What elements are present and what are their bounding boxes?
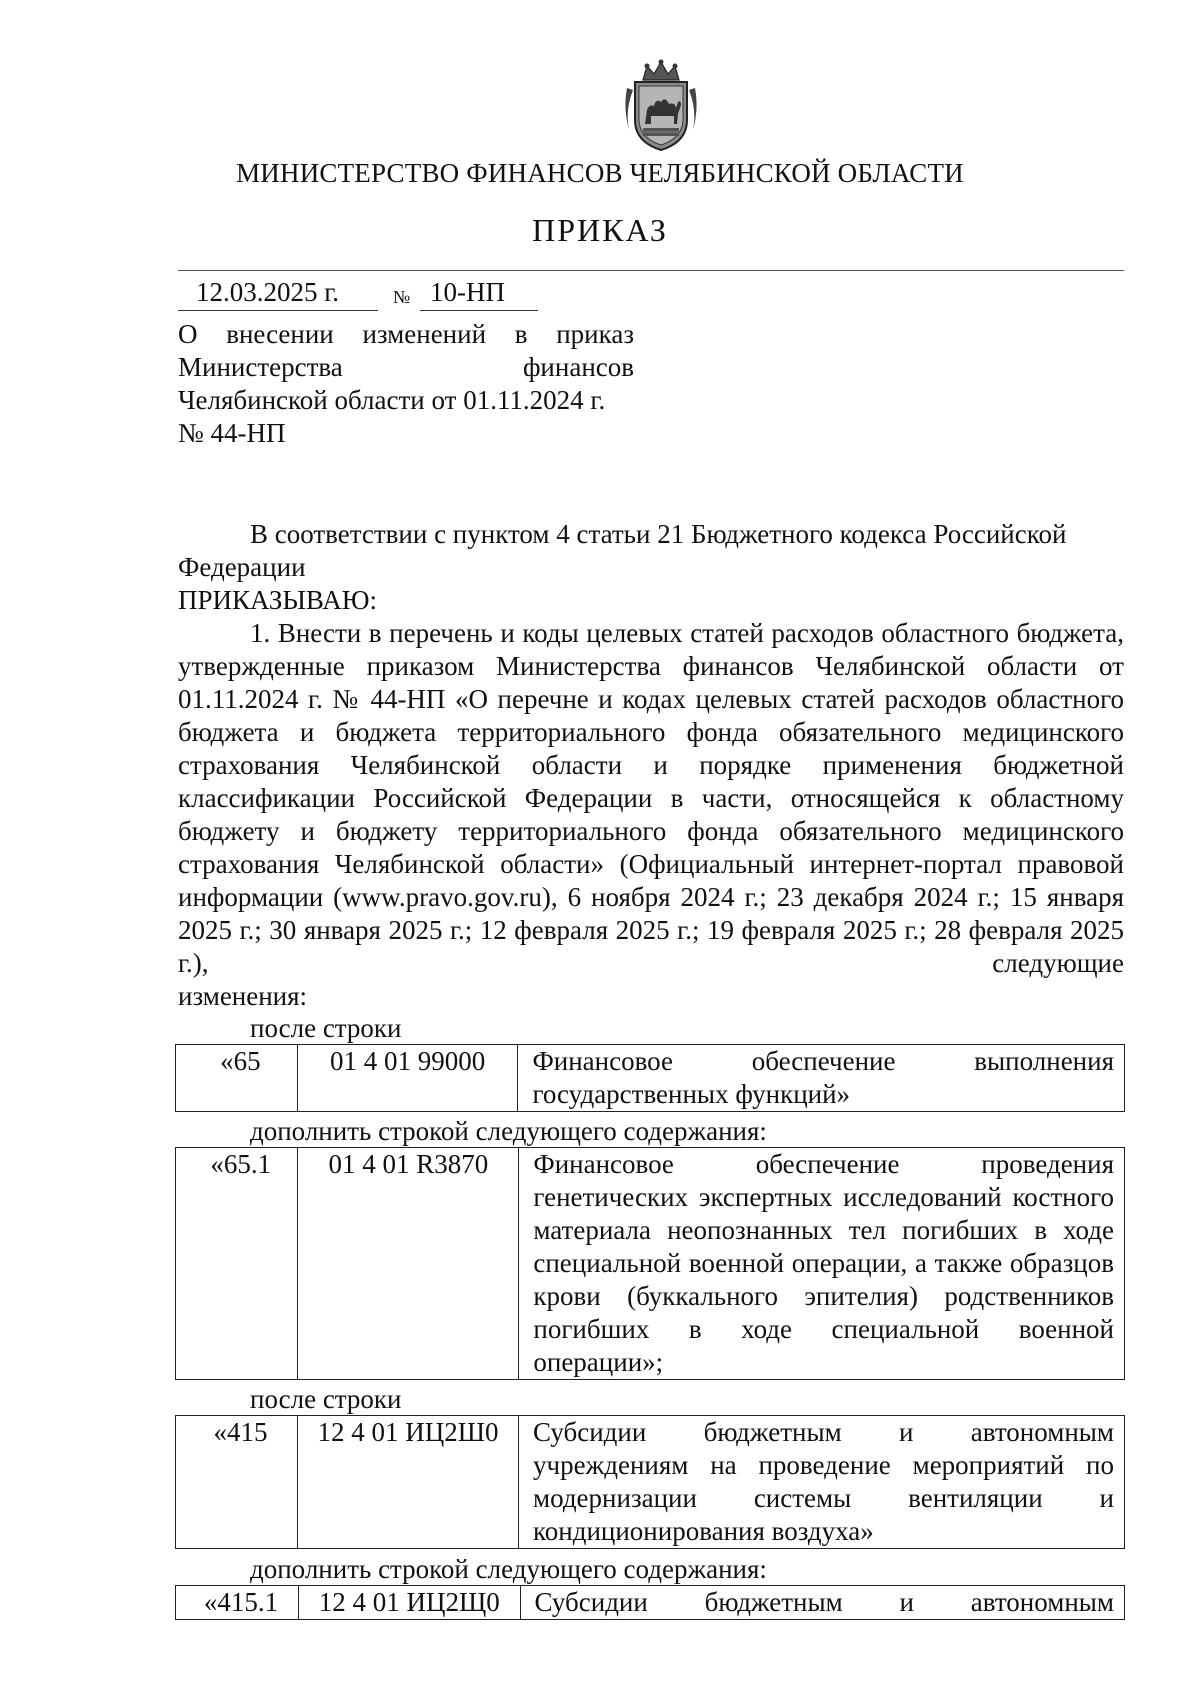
preamble bbox=[178, 518, 1124, 551]
amendment-label: дополнить строкой следующего содержания: bbox=[250, 1554, 767, 1584]
amendment-label: дополнить строкой следующего содержания: bbox=[250, 1116, 767, 1146]
subject-line: Челябинской области от 01.11.2024 г. bbox=[178, 385, 606, 415]
table-row bbox=[176, 1586, 1125, 1620]
row-code: 01 4 01 99000 bbox=[297, 1045, 518, 1112]
row-number: «415 bbox=[176, 1416, 298, 1549]
date-underline bbox=[178, 310, 378, 311]
budget-row-table bbox=[175, 1147, 1125, 1380]
number-sign: № bbox=[393, 287, 411, 307]
coat-of-arms-icon bbox=[621, 58, 701, 154]
number-underline bbox=[420, 310, 538, 311]
order-number: 10-НП bbox=[430, 277, 505, 307]
row-code: 12 4 01 ИЦ2Ш0 bbox=[297, 1416, 518, 1549]
row-number: «65 bbox=[176, 1045, 298, 1112]
table-row bbox=[176, 1416, 1125, 1549]
budget-row-table bbox=[175, 1585, 1125, 1620]
row-description: Финансовое обеспечение проведения генетических экспертных исследований костного материала неопознанных тел погибших в ходе специальной военной операции, а также образцов крови (буккального эпителия) родственников погибших в ходе специальной военной операции»; bbox=[519, 1148, 1125, 1380]
row-code: 01 4 01 R3870 bbox=[298, 1148, 519, 1380]
subject-line: О внесении изменений в приказ bbox=[178, 319, 634, 349]
amendment-label: после строки bbox=[250, 1384, 402, 1414]
budget-row-table bbox=[175, 1044, 1125, 1112]
row-description: Субсидии бюджетным и автономным bbox=[520, 1586, 1124, 1620]
order-date: 12.03.2025 г. bbox=[196, 277, 340, 307]
row-number: «65.1 bbox=[176, 1148, 298, 1380]
preamble-line: В соответствии с пунктом 4 статьи 21 Бюджетного кодекса Российской bbox=[250, 519, 1067, 549]
item-1-end: изменения: bbox=[178, 981, 308, 1011]
row-number: «415.1 bbox=[176, 1586, 299, 1620]
item-1-text: 1. Внести в перечень и коды целевых статей расходов областного бюджета, утвержденные приказом Министерства финансов Челябинской области от 01.11.2024 г. № 44-НП «О перечне и кодах целевых статей расходов областного бюджета и бюджета территориального фонда обязательного медицинского страхования Челябинской области и порядке применения бюджетной классификации Российской Федерации в части, относящейся к областному бюджету и бюджету территориального фонда обязательного медицинского страхования Челябинской области» (Официальный интернет-портал правовой информации (www.pravo.gov.ru), 6 ноября 2024 г.; 23 декабря 2024 г.; 15 января 2025 г.; 30 января 2025 г.; 12 февраля 2025 г.; 19 февраля 2025 г.; 28 февраля 2025 г.), следующие bbox=[178, 618, 1124, 978]
ministry-name: МИНИСТЕРСТВО ФИНАНСОВ ЧЕЛЯБИНСКОЙ ОБЛАСТИ bbox=[236, 158, 964, 188]
order-body bbox=[178, 518, 1124, 1013]
order-subject bbox=[178, 318, 634, 450]
budget-row-table bbox=[175, 1415, 1125, 1549]
preamble-end: Федерации bbox=[178, 552, 306, 582]
document-type: ПРИКАЗ bbox=[532, 212, 668, 248]
table-row bbox=[176, 1045, 1125, 1112]
row-code: 12 4 01 ИЦ2Щ0 bbox=[298, 1586, 520, 1620]
row-description: Субсидии бюджетным и автономным учреждениям на проведение мероприятий по модернизации системы вентиляции и кондиционирования воздуха» bbox=[519, 1416, 1125, 1549]
subject-line: Министерства финансов bbox=[178, 352, 634, 382]
subject-line: № 44-НП bbox=[178, 418, 286, 448]
amendment-label: после строки bbox=[250, 1013, 402, 1043]
header-divider bbox=[178, 270, 1124, 271]
table-row bbox=[176, 1148, 1125, 1380]
row-description: Финансовое обеспечение выполнения государственных функций» bbox=[518, 1045, 1125, 1112]
order-word: ПРИКАЗЫВАЮ: bbox=[178, 585, 377, 615]
